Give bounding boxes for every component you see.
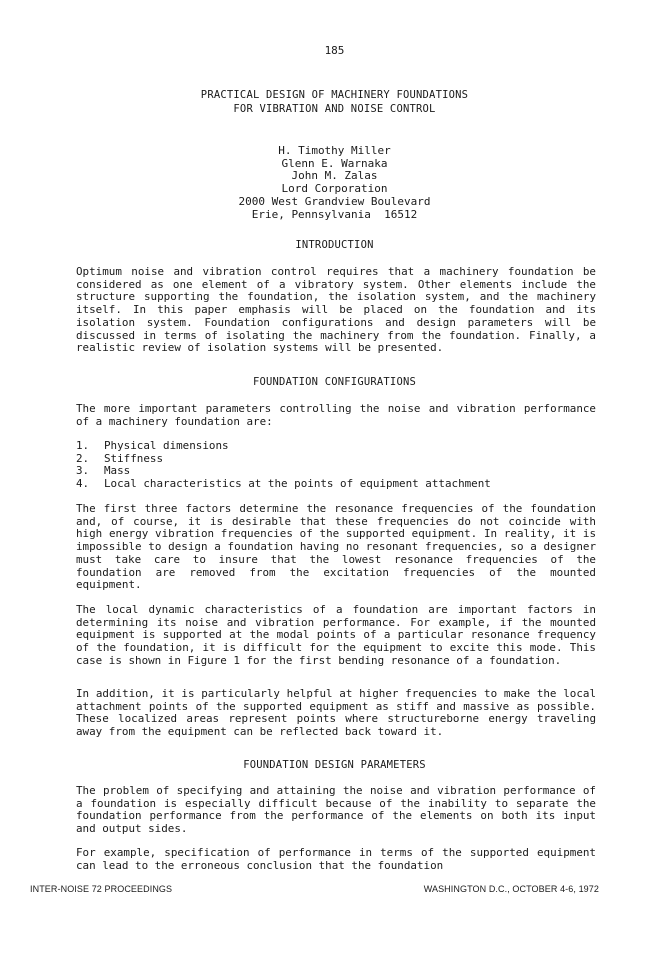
author-block	[0, 145, 669, 221]
address-line: Erie, Pennsylvania 16512	[251, 207, 418, 221]
author-line: Glenn E. Warnaka	[281, 156, 388, 170]
section-heading-design-parameters: FOUNDATION DESIGN PARAMETERS	[243, 759, 426, 771]
author-line: H. Timothy Miller	[278, 144, 391, 157]
section-heading-introduction: INTRODUCTION	[295, 239, 374, 251]
list-text: Stiffness	[104, 451, 164, 465]
list-item	[76, 440, 596, 453]
author-line: John M. Zalas	[291, 169, 378, 183]
list-text: Mass	[104, 464, 131, 478]
list-item	[76, 453, 596, 466]
address-line: 2000 West Grandview Boulevard	[238, 194, 431, 208]
list-text: Local characteristics at the points of equipment attachment	[104, 477, 491, 491]
configurations-paragraph-2: The local dynamic characteristics of a foundation are important factors in determining its noise and vibration performance. For example, if the mounted equipment is supported at the modal points of a particular resonance frequency of the foundation, it is difficult for the equipment to excite this mode. This case is shown in Figure 1 for the first bending resonance of a foundation.	[76, 603, 596, 667]
paper-title	[0, 88, 669, 116]
page-number: 185	[324, 44, 345, 57]
list-number: 4.	[76, 477, 90, 491]
parameters-list	[76, 440, 596, 491]
title-line-1: PRACTICAL DESIGN OF MACHINERY FOUNDATIONS	[200, 89, 469, 101]
configurations-paragraph-3: In addition, it is particularly helpful at higher frequencies to make the local attachment points of the supported equipment as stiff and massive as possible. These localized areas represent points where structureborne energy traveling away from the equipment can be reflected back toward it.	[76, 687, 596, 739]
introduction-paragraph: Optimum noise and vibration control requires that a machinery foundation be considered as one element of a vibratory system. Other elements include the structure supporting the foundation, the isolation system, and the machinery itself. In this paper emphasis will be placed on the foundation and its isolation system. Foundation configurations and design parameters will be discussed in terms of isolating the machinery from the foundation. Finally, a realistic review of isolation systems will be presented.	[76, 265, 596, 355]
list-number: 3.	[76, 464, 90, 478]
affiliation-line: Lord Corporation	[281, 182, 388, 196]
title-line-2: FOR VIBRATION AND NOISE CONTROL	[233, 103, 436, 115]
footer-proceedings: INTER-NOISE 72 PROCEEDINGS	[30, 884, 173, 894]
list-number: 1.	[76, 439, 90, 452]
configurations-intro-paragraph: The more important parameters controlling the noise and vibration performance of a machinery foundation are:	[76, 402, 596, 428]
configurations-paragraph-1: The first three factors determine the resonance frequencies of the foundation and, of course, it is desirable that these frequencies do not coincide with high energy vibration frequencies of the supported equipment. In reality, it is impossible to design a foundation having no resonant frequencies, so a designer must take care to insure that the lowest resonance frequencies of the foundation are removed from the excitation frequencies of the mounted equipment.	[76, 502, 596, 592]
list-text: Physical dimensions	[104, 439, 229, 452]
design-parameters-paragraph-2: For example, specification of performance in terms of the supported equipment can lead to the erroneous conclusion that the foundation	[76, 846, 596, 872]
design-parameters-paragraph-1: The problem of specifying and attaining the noise and vibration performance of a foundation is especially difficult because of the inability to separate the foundation performance from the performance of the elements on both its input and output sides.	[76, 784, 596, 836]
list-item	[76, 478, 596, 491]
section-heading-configurations: FOUNDATION CONFIGURATIONS	[252, 376, 417, 388]
list-number: 2.	[76, 451, 90, 465]
footer-location-date: WASHINGTON D.C., OCTOBER 4-6, 1972	[423, 884, 599, 894]
